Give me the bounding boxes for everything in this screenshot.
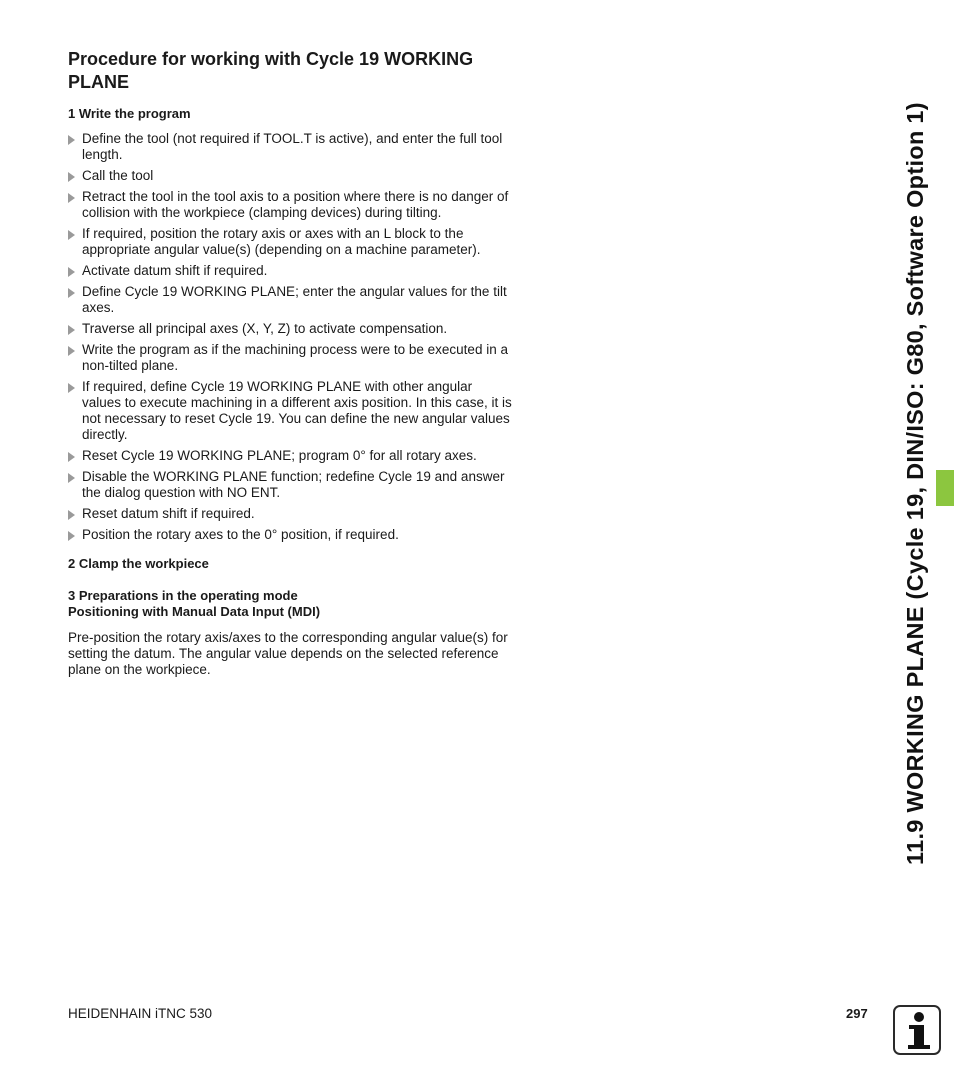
list-item-text: If required, define Cycle 19 WORKING PLANE with other angular values to execute machining in a different axis position. In this case, it is not necessary to reset Cycle 19. You can define the new angular values directly. (82, 379, 512, 442)
triangle-bullet-icon (68, 452, 75, 462)
list-item-text: Position the rotary axes to the 0° position, if required. (82, 527, 399, 542)
list-item (68, 342, 513, 374)
page-number: 297 (846, 1006, 868, 1021)
triangle-bullet-icon (68, 172, 75, 182)
triangle-bullet-icon (68, 325, 75, 335)
list-item-text: Activate datum shift if required. (82, 263, 268, 278)
step3-heading-line1: 3 Preparations in the operating mode (68, 588, 298, 603)
list-item (68, 469, 513, 501)
step1-heading: 1 Write the program (68, 106, 191, 121)
triangle-bullet-icon (68, 383, 75, 393)
list-item-text: Call the tool (82, 168, 154, 183)
triangle-bullet-icon (68, 267, 75, 277)
list-item-text: Write the program as if the machining process were to be executed in a non-tilted plane. (82, 342, 508, 373)
list-item-text: Traverse all principal axes (X, Y, Z) to activate compensation. (82, 321, 448, 336)
list-item-text: Reset datum shift if required. (82, 506, 255, 521)
list-item (68, 284, 513, 316)
list-item-text: Reset Cycle 19 WORKING PLANE; program 0° for all rotary axes. (82, 448, 477, 463)
step1-list (68, 131, 513, 543)
list-item (68, 263, 513, 279)
step3-paragraph: Pre-position the rotary axis/axes to the corresponding angular value(s) for setting the datum. The angular value depends on the selected reference plane on the workpiece. (68, 630, 508, 677)
list-item-text: Retract the tool in the tool axis to a position where there is no danger of collision with the workpiece (clamping devices) during tilting. (82, 189, 509, 220)
list-item (68, 321, 513, 337)
section-title: Procedure for working with Cycle 19 WORKING PLANE (68, 49, 474, 92)
triangle-bullet-icon (68, 193, 75, 203)
list-item-text: Define Cycle 19 WORKING PLANE; enter the angular values for the tilt axes. (82, 284, 507, 315)
list-item-text: If required, position the rotary axis or axes with an L block to the appropriate angular value(s) (depending on a machine parameter). (82, 226, 481, 257)
triangle-bullet-icon (68, 531, 75, 541)
triangle-bullet-icon (68, 346, 75, 356)
list-item (68, 226, 513, 258)
list-item (68, 168, 513, 184)
list-item-text: Disable the WORKING PLANE function; redefine Cycle 19 and answer the dialog question with NO ENT. (82, 469, 505, 500)
main-content (68, 48, 513, 678)
step3-heading-line2: Positioning with Manual Data Input (MDI) (68, 604, 321, 619)
triangle-bullet-icon (68, 288, 75, 298)
triangle-bullet-icon (68, 135, 75, 145)
list-item (68, 448, 513, 464)
triangle-bullet-icon (68, 510, 75, 520)
list-item (68, 506, 513, 522)
chapter-title-vertical: 11.9 WORKING PLANE (Cycle 19, DIN/ISO: G80, Software Option 1) (902, 102, 928, 865)
list-item-text: Define the tool (not required if TOOL.T is active), and enter the full tool length. (82, 131, 503, 162)
list-item (68, 131, 513, 163)
list-item (68, 527, 513, 543)
list-item (68, 379, 513, 443)
triangle-bullet-icon (68, 230, 75, 240)
info-icon (893, 1005, 941, 1055)
triangle-bullet-icon (68, 473, 75, 483)
step2-heading: 2 Clamp the workpiece (68, 556, 209, 571)
chapter-tab-marker (936, 470, 954, 506)
footer-product: HEIDENHAIN iTNC 530 (68, 1006, 213, 1021)
step3-heading (68, 588, 513, 620)
list-item (68, 189, 513, 221)
